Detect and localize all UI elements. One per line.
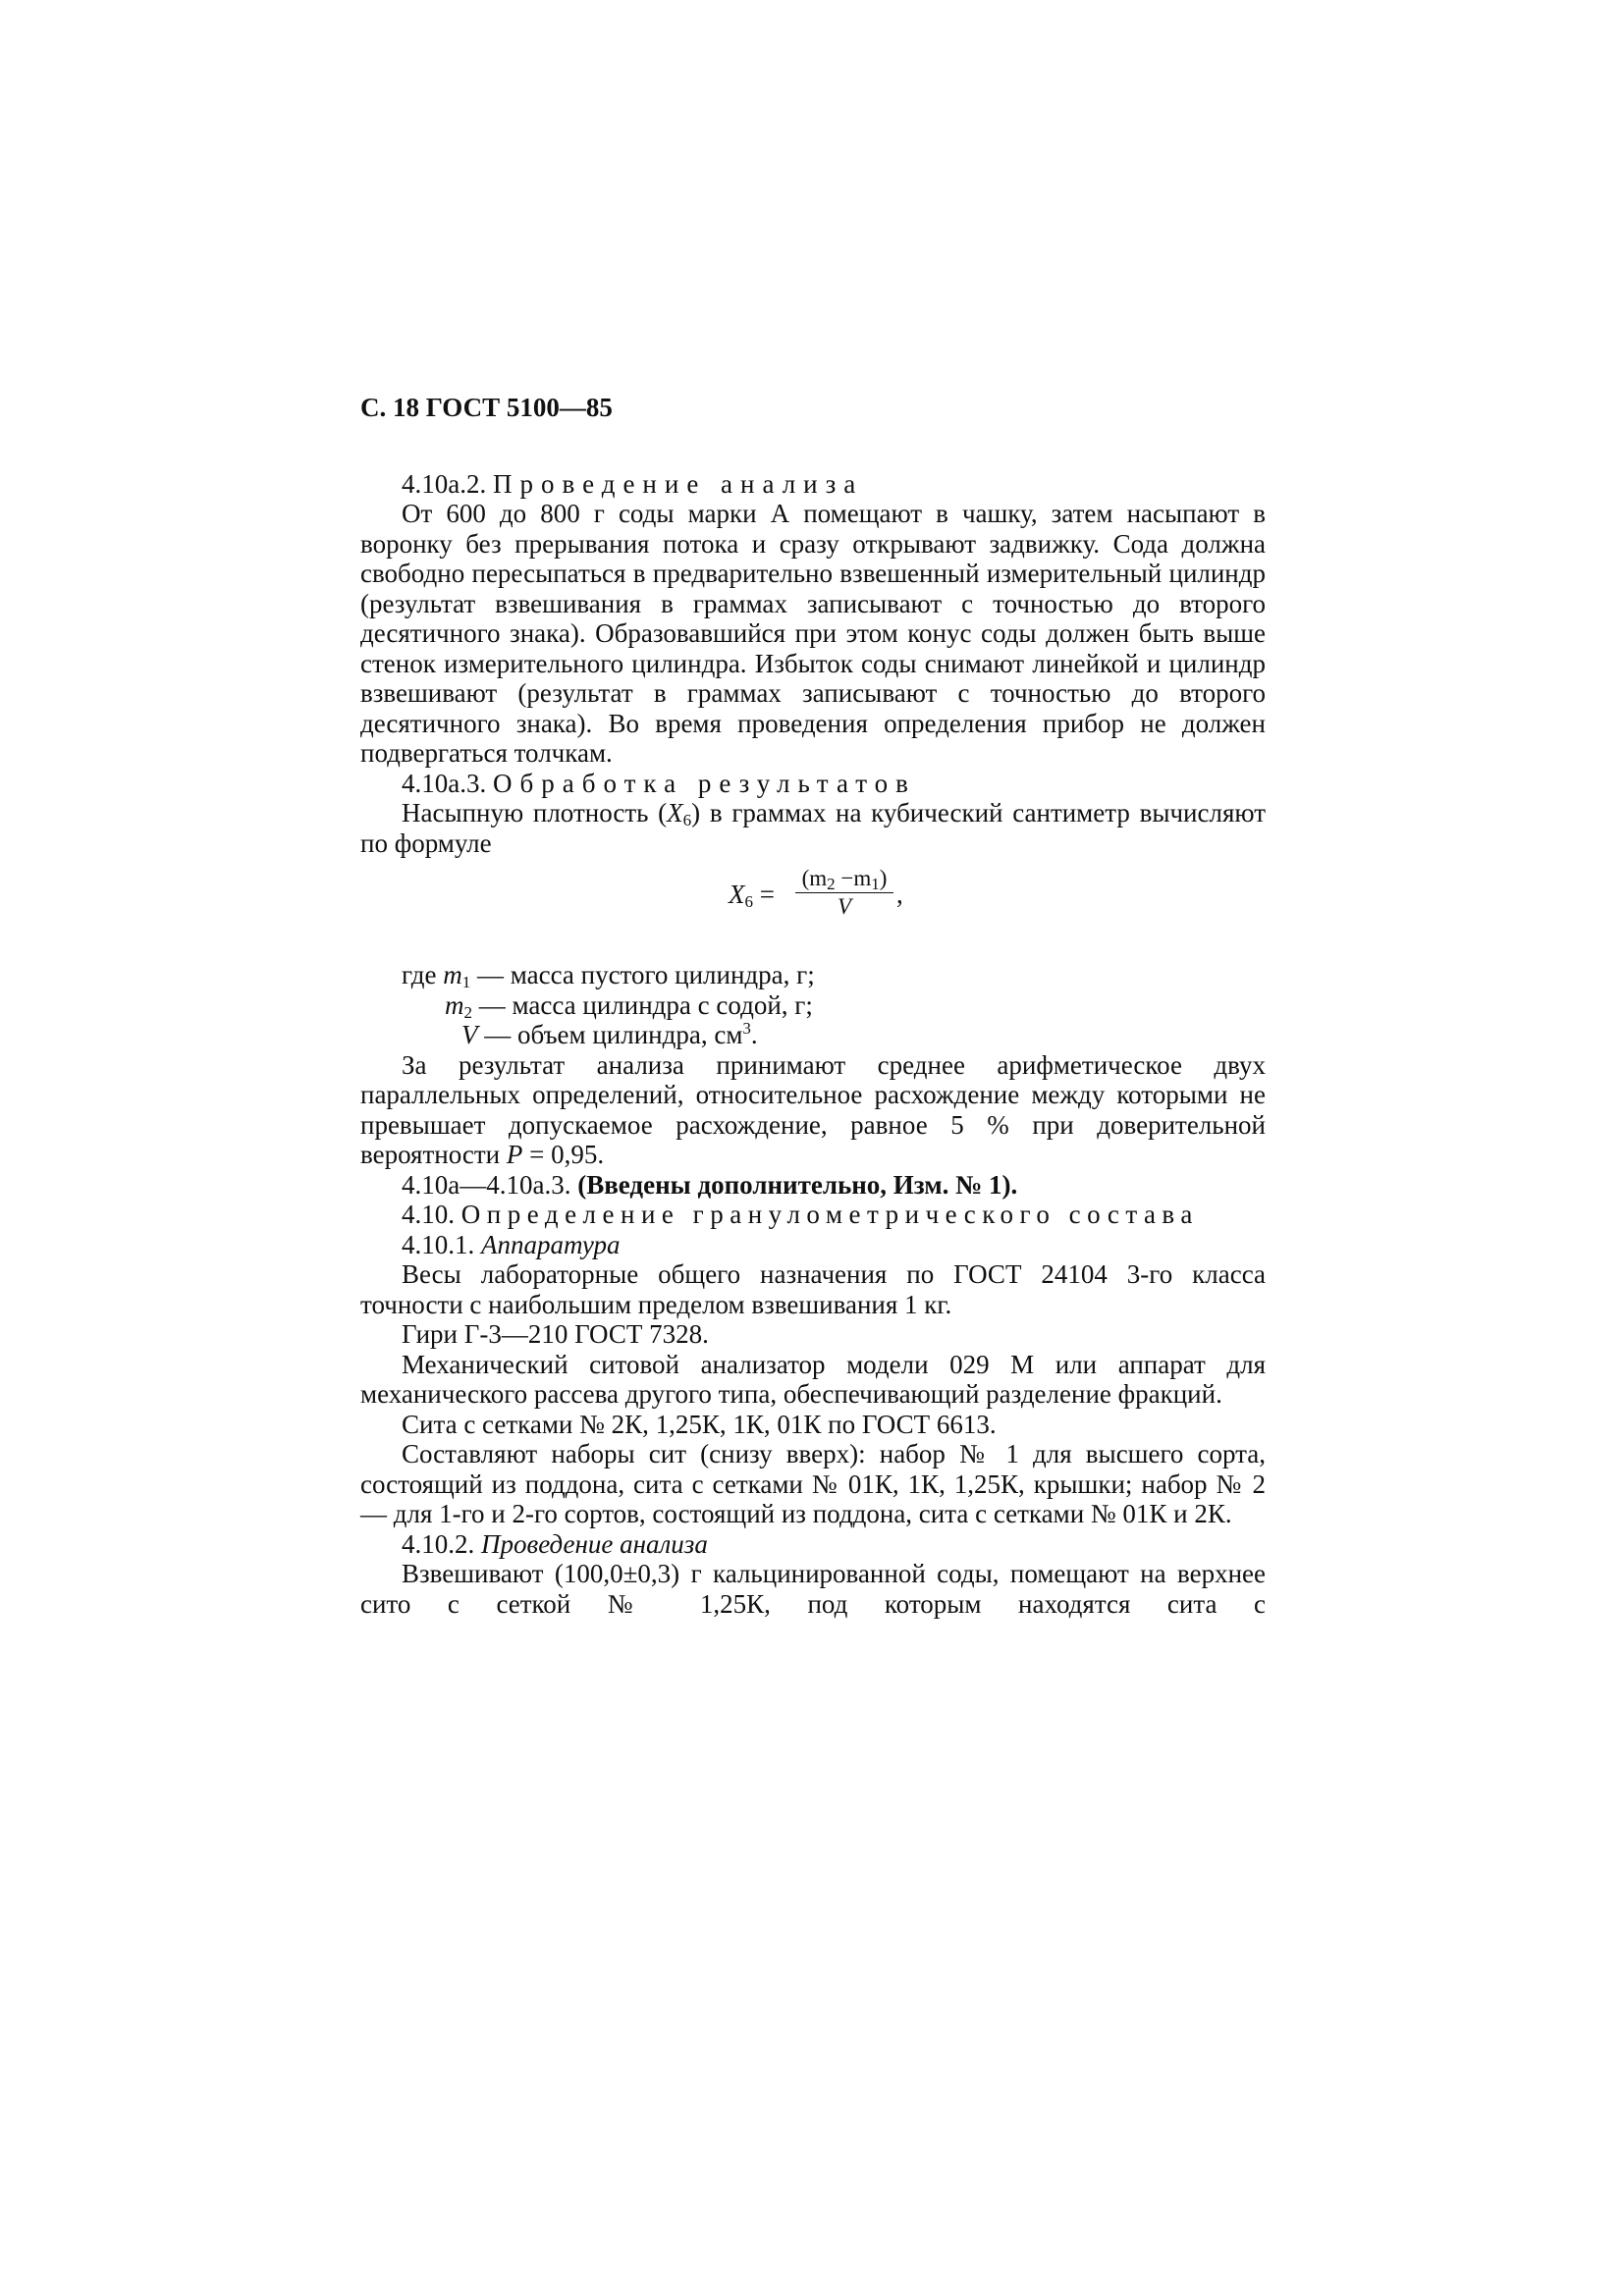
paragraph-result: За результат анализа принимают среднее арифметическое двух параллельных определений, относительное расхождение между которыми не превышает допускаемое расхождение, равное 5 % при доверительной вероятности P = 0,95. [360,1049,1266,1169]
paragraph-analyzer: Механический ситовой анализатор модели 029 М или аппарат для механического рассева другого типа, обеспечивающий разделение фракций. [360,1349,1266,1409]
paragraph-sieves: Сита с сетками № 2К, 1,25К, 1К, 01К по ГОСТ 6613. [402,1409,997,1439]
variable-m2: $m_2$ — масса цилиндра с содой, г; [445,989,813,1022]
formula-fraction: $(m_2 -m_1)$ V [795,866,893,919]
section-heading-4-10: 4.10. Определение гранулометрического состава [402,1200,1199,1229]
section-heading-4-10a-2: 4.10а.2. Проведение анализа [402,468,864,499]
section-heading-4-10a-3: 4.10а.3. Обработка результатов [402,768,916,798]
variable-m1: где $m_1$ — масса пустого цилиндра, г; [402,960,815,991]
amendment-note: 4.10а—4.10а.3. (Введены дополнительно, Изм. № 1). [402,1169,1018,1200]
paragraph-scales: Весы лабораторные общего назначения по ГОСТ 24104 3-го класса точности с наибольшим пределом взвешивания 1 кг. [360,1259,1266,1319]
page-header: С. 18 ГОСТ 5100—85 [360,393,613,422]
variable-v: V — объем цилиндра, $см^3$. [461,1019,758,1049]
section-heading-4-10-2: 4.10.2. Проведение анализа [402,1528,708,1559]
paragraph-analysis-procedure: От 600 до 800 г соды марки А помещают в чашку, затем насыпают в воронку без прерывания потока и сразу открывают задвижку. Сода должна свободно пересыпаться в предварительно взвешенный измерительный цилиндр (результат взвешивания в граммах записывают с точностью до второго десятичного знака). Образовавшийся при этом конус соды должен быть выше стенок измерительного цилиндра. Избыток соды снимают линейкой и цилиндр взвешивают (результат в граммах записывают с точностью до второго десятичного знака). Во время проведения определения прибор не должен подвергаться толчкам. [360,499,1266,768]
paragraph-weights: Гири Г-3—210 ГОСТ 7328. [402,1319,709,1349]
paragraph-weighing: Взвешивают (100,0±0,3) г кальцинированной соды, помещают на верхнее сито с сеткой № 1,25К, под которым находятся сита с [360,1559,1266,1619]
formula-variables [360,960,1266,1050]
paragraph-sieve-sets: Составляют наборы сит (снизу вверх): набор № 1 для высшего сорта, состоящий из поддона, сита с сетками № 01К, 1К, 1,25К, крышки; набор № 2 — для 1-го и 2-го сортов, состоящий из поддона, сита с сетками № 01К и 2К. [360,1439,1266,1528]
section-heading-4-10-1: 4.10.1. Аппаратура [402,1229,621,1259]
paragraph-bulk-density: Насыпную плотность $(X_6)$ в граммах на кубический сантиметр вычисляют по формуле [360,798,1266,858]
formula-bulk-density: $X_6$ = $(m_2 -m_1)$ V , [729,866,903,919]
page-content [360,393,1266,1619]
